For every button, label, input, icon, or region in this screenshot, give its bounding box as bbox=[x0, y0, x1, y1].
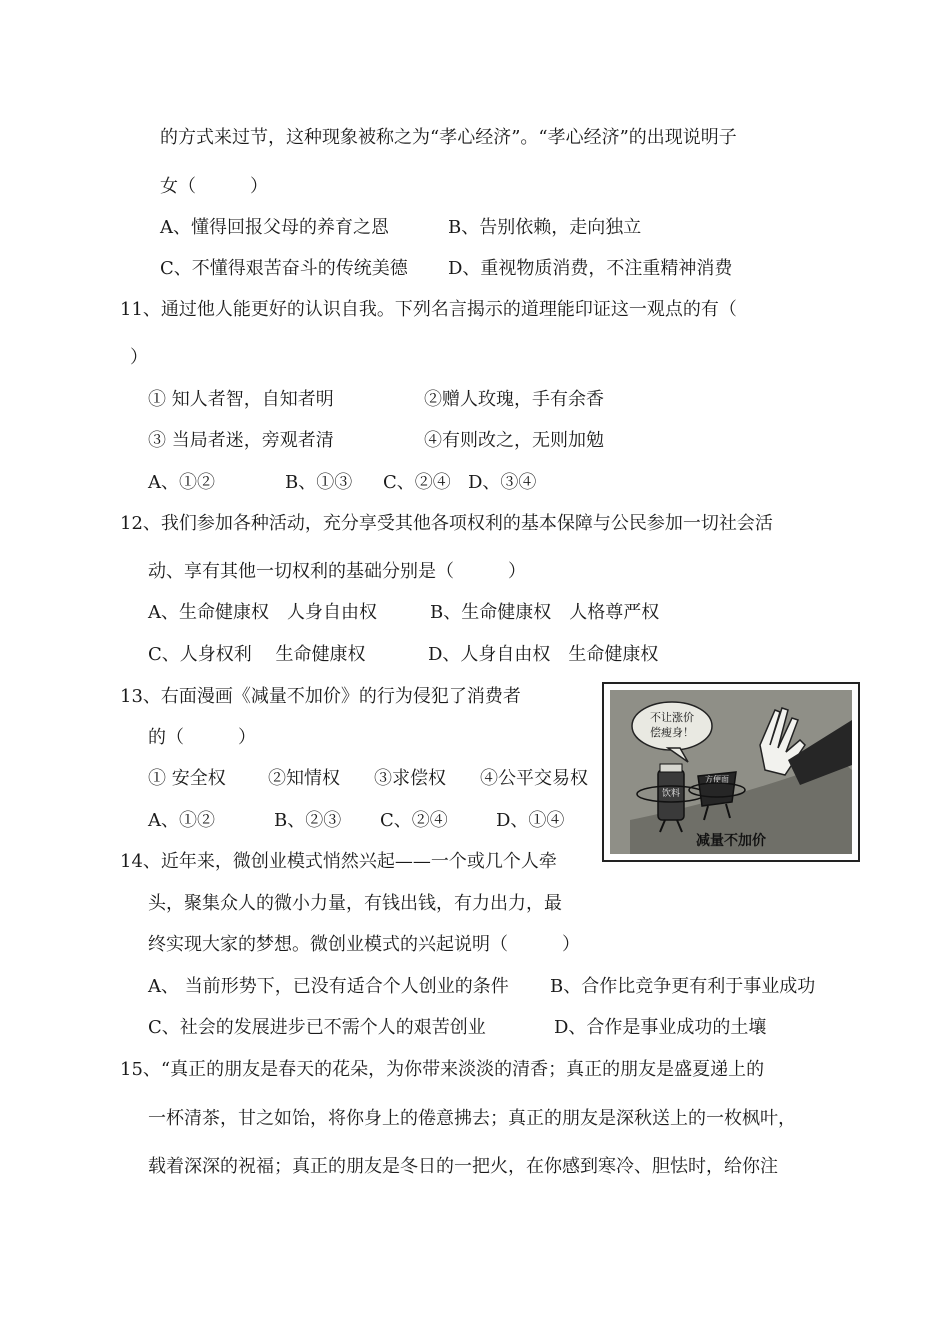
q13-option-c: C、②④ bbox=[380, 810, 448, 831]
q12-stem-line2: 动、享有其他一切权利的基础分别是（ ） bbox=[148, 561, 526, 582]
q11-item-4: ④有则改之，无则加勉 bbox=[424, 430, 604, 451]
q10-stem-line2: 女（ ） bbox=[160, 176, 268, 197]
q13-stem-line1: 13、右面漫画《减量不加价》的行为侵犯了消费者 bbox=[120, 686, 521, 707]
q10-option-a: A、懂得回报父母的养育之恩 bbox=[160, 217, 389, 238]
q12-stem-line1: 12、我们参加各种活动，充分享受其他各项权利的基本保障与公民参加一切社会活 bbox=[120, 513, 773, 534]
q10-option-b: B、告别依赖，走向独立 bbox=[448, 217, 642, 238]
q11-item-2: ②赠人玫瑰，手有余香 bbox=[424, 389, 604, 410]
q11-stem-line1: 11、通过他人能更好的认识自我。下列名言揭示的道理能印证这一观点的有（ bbox=[120, 299, 737, 320]
q14-stem-line2: 头，聚集众人的微小力量，有钱出钱，有力出力，最 bbox=[148, 893, 562, 914]
bubble-line1: 不让涨价 bbox=[650, 711, 694, 724]
q15-stem-line3: 载着深深的祝福；真正的朋友是冬日的一把火，在你感到寒冷、胆怯时，给你注 bbox=[148, 1156, 778, 1177]
q10-option-c: C、不懂得艰苦奋斗的传统美德 bbox=[160, 258, 408, 279]
q13-item-1: ① 安全权 bbox=[148, 768, 226, 789]
q14-option-d: D、合作是事业成功的土壤 bbox=[554, 1017, 767, 1038]
q12-option-d: D、人身自由权 生命健康权 bbox=[428, 644, 659, 665]
q10-stem-line1: 的方式来过节，这种现象被称之为“孝心经济”。“孝心经济”的出现说明子 bbox=[160, 127, 737, 148]
q13-option-b: B、②③ bbox=[274, 810, 342, 831]
can-label: 饮料 bbox=[661, 789, 681, 799]
q13-option-d: D、①④ bbox=[496, 810, 565, 831]
q11-option-c: C、②④ bbox=[383, 472, 451, 493]
q12-option-c: C、人身权利 生命健康权 bbox=[148, 644, 366, 665]
q11-option-d: D、③④ bbox=[468, 472, 537, 493]
q13-stem-line2: 的（ ） bbox=[148, 727, 256, 748]
q14-stem-line1: 14、近年来，微创业模式悄然兴起——一个或几个人牵 bbox=[120, 851, 557, 872]
q14-option-c: C、社会的发展进步已不需个人的艰苦创业 bbox=[148, 1017, 486, 1038]
q13-item-2: ②知情权 bbox=[268, 768, 340, 789]
q15-stem-line2: 一杯清茶，甘之如饴，将你身上的倦意拂去；真正的朋友是深秋送上的一枚枫叶， bbox=[148, 1108, 796, 1129]
pack-label: 方便面 bbox=[705, 775, 729, 784]
cartoon-figure bbox=[602, 682, 860, 862]
q14-option-a: A、 当前形势下，已没有适合个人创业的条件 bbox=[148, 976, 509, 997]
q11-stem-line2: ） bbox=[130, 347, 148, 368]
q14-stem-line3: 终实现大家的梦想。微创业模式的兴起说明（ ） bbox=[148, 934, 580, 955]
cartoon-caption: 减量不加价 bbox=[696, 833, 766, 849]
q13-option-a: A、①② bbox=[148, 810, 215, 831]
q12-option-b: B、生命健康权 人格尊严权 bbox=[430, 602, 660, 623]
q14-option-b: B、合作比竞争更有利于事业成功 bbox=[550, 976, 816, 997]
q12-option-a: A、生命健康权 人身自由权 bbox=[148, 602, 377, 623]
q11-item-3: ③ 当局者迷，旁观者清 bbox=[148, 430, 334, 451]
q10-option-d: D、重视物质消费，不注重精神消费 bbox=[448, 258, 733, 279]
q13-item-3: ③求偿权 bbox=[374, 768, 446, 789]
q11-option-b: B、①③ bbox=[285, 472, 353, 493]
q15-stem-line1: 15、“真正的朋友是春天的花朵，为你带来淡淡的清香；真正的朋友是盛夏递上的 bbox=[120, 1059, 765, 1080]
bubble-line2: 偿瘦身！ bbox=[650, 726, 694, 739]
q11-item-1: ① 知人者智，自知者明 bbox=[148, 389, 334, 410]
q11-option-a: A、①② bbox=[148, 472, 215, 493]
cartoon-illustration bbox=[610, 690, 852, 854]
q13-item-4: ④公平交易权 bbox=[480, 768, 588, 789]
